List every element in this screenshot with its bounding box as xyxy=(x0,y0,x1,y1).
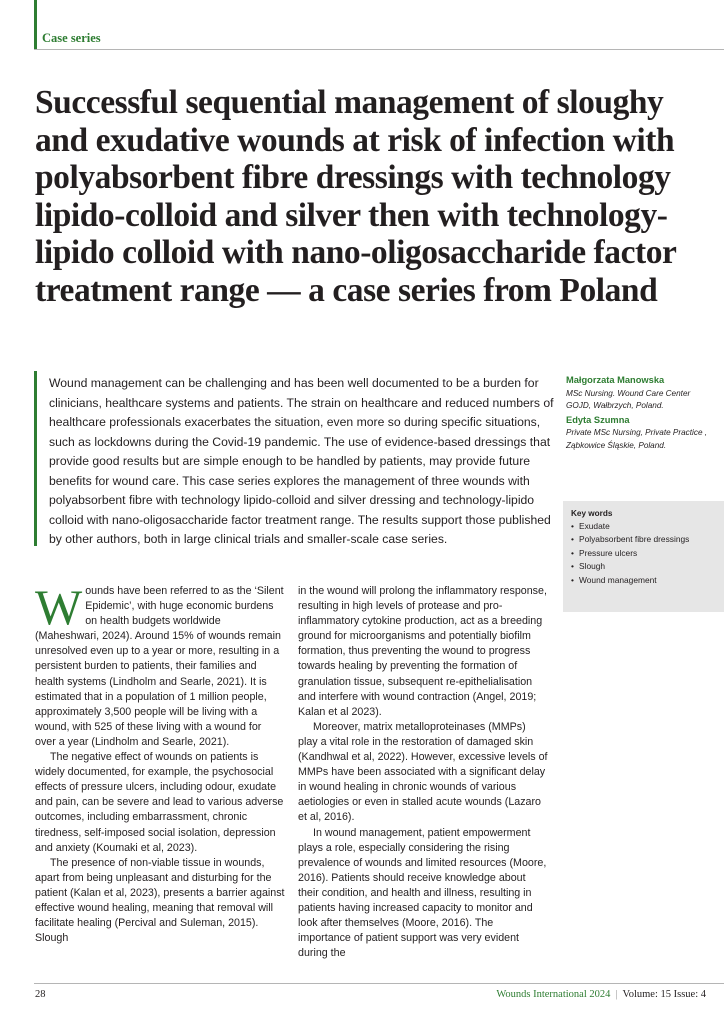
abstract-accent-bar xyxy=(34,371,37,546)
author-affiliation: MSc Nursing. Wound Care Center GOJD, Wałbrzych, Poland. xyxy=(566,388,691,410)
body-column-1 xyxy=(35,579,285,946)
header-divider xyxy=(34,49,724,50)
paragraph-text: ounds have been referred to as the ‘Silent Epidemic’, with huge economic burdens on health budgets worldwide (Maheshwari, 2024). Around 15% of wounds remain unresolved even up to a year or more, resulting in a persistent burden to patients, their families and health systems (Lindholm and Searle, 2021). It is estimated that in a population of 1 million people, approximately 3,500 people will be living with a wound, with 525 of these living with a wound for over a year (Lindholm and Searle, 2021). xyxy=(35,585,284,748)
body-column-2 xyxy=(298,584,548,961)
journal-volume: Volume: 15 Issue: 4 xyxy=(622,989,706,1000)
body-paragraph: The negative effect of wounds on patients is widely documented, for example, the psychosocial effects of pressure ulcers, including odour, exudate and pain, can be severe and lead to various adverse outcomes, including embarrassment, chronic tiredness, self-imposed social isolation, depression and anxiety (Koumaki et al, 2023). xyxy=(35,751,284,854)
section-label: Case series xyxy=(42,31,101,45)
author-affiliation: Private MSc Nursing, Private Practice , Ząbkowice Śląskie, Poland. xyxy=(566,428,708,450)
keyword-item: • Pressure ulcers xyxy=(571,548,721,560)
keywords-list xyxy=(571,521,721,588)
body-paragraph: Moreover, matrix metalloproteinases (MMPs) play a vital role in the restoration of damaged skin (Kandhwal et al, 2022). However, excessive levels of MMPs have been associated with a significant delay in wound healing in chronic wounds of various aetiologies or even in stalled acute wounds (Lazaro et al, 2016). xyxy=(298,720,548,824)
author-name: Małgorzata Manowska xyxy=(566,375,665,385)
footer-divider xyxy=(34,983,724,984)
keyword-item: • Polyabsorbent fibre dressings xyxy=(571,534,721,546)
keywords-box xyxy=(563,501,724,612)
keyword-item: • Slough xyxy=(571,561,721,573)
abstract: Wound management can be challenging and has been well documented to be a burden for clinicians, healthcare systems and patients. The strain on healthcare and reduced numbers of healthcare professionals exacerbates the situation, even more so during specific situations, such as lockdowns during the Covid-19 pandemic. The use of evidence-based dressings that provide good results but are simple enough to be handled by patients, may provide future benefits for wound care. This case series explores the management of three wounds with polyabsorbent fibre with technology lipido-colloid and silver dressing and technology-lipido colloid with nano-oligosaccharide factor treatment range. The results support those published by other authors, both in large clinical trials and smaller-scale case series. xyxy=(49,376,554,547)
author-list xyxy=(566,374,716,453)
drop-cap: W xyxy=(35,579,83,635)
body-paragraph xyxy=(35,579,285,750)
keywords-title: Key words xyxy=(571,509,613,518)
keyword-item: • Exudate xyxy=(571,521,721,533)
keyword-item: • Wound management xyxy=(571,575,721,587)
page-number: 28 xyxy=(35,989,46,1000)
body-paragraph: In wound management, patient empowerment plays a role, especially considering the rising prevalence of wounds and limited resources (Moore, 2016). Patients should receive knowledge about their condition, and health and illness, resulting in patients having increased capacity to monitor and look after themselves (Moore, 2016). The importance of patient support was very evident during the xyxy=(298,826,547,960)
footer-separator: | xyxy=(615,989,618,1000)
body-paragraph: in the wound will prolong the inflammatory response, resulting in high levels of protease and pro-inflammatory cytokine production, act as a breeding ground for microorganisms and potentially biofilm formation, thus preventing the wound to progress towards healing by preventing the formation of granulation tissue, subsequent re-epithelialisation and interfere with wound contraction (Angel, 2019; Kalan et al 2023). xyxy=(298,585,547,718)
body-paragraph: The presence of non-viable tissue in wounds, apart from being unpleasant and disturbing for the patient (Kalan et al, 2023), presents a barrier against effective wound healing, meaning that removal will facilitate healing (Percival and Suleman, 2015). Slough xyxy=(35,856,285,945)
author-name: Edyta Szumna xyxy=(566,414,630,425)
journal-info xyxy=(496,989,706,1000)
article-title: Successful sequential management of sloughy and exudative wounds at risk of infection with polyabsorbent fibre dressings with technology lipido-colloid and silver then with technology-lipido colloid with nano-oligosaccharide factor treatment range — a case series from Poland xyxy=(35,84,676,309)
section-accent-bar xyxy=(34,0,37,50)
journal-name: Wounds International 2024 xyxy=(496,989,611,1000)
